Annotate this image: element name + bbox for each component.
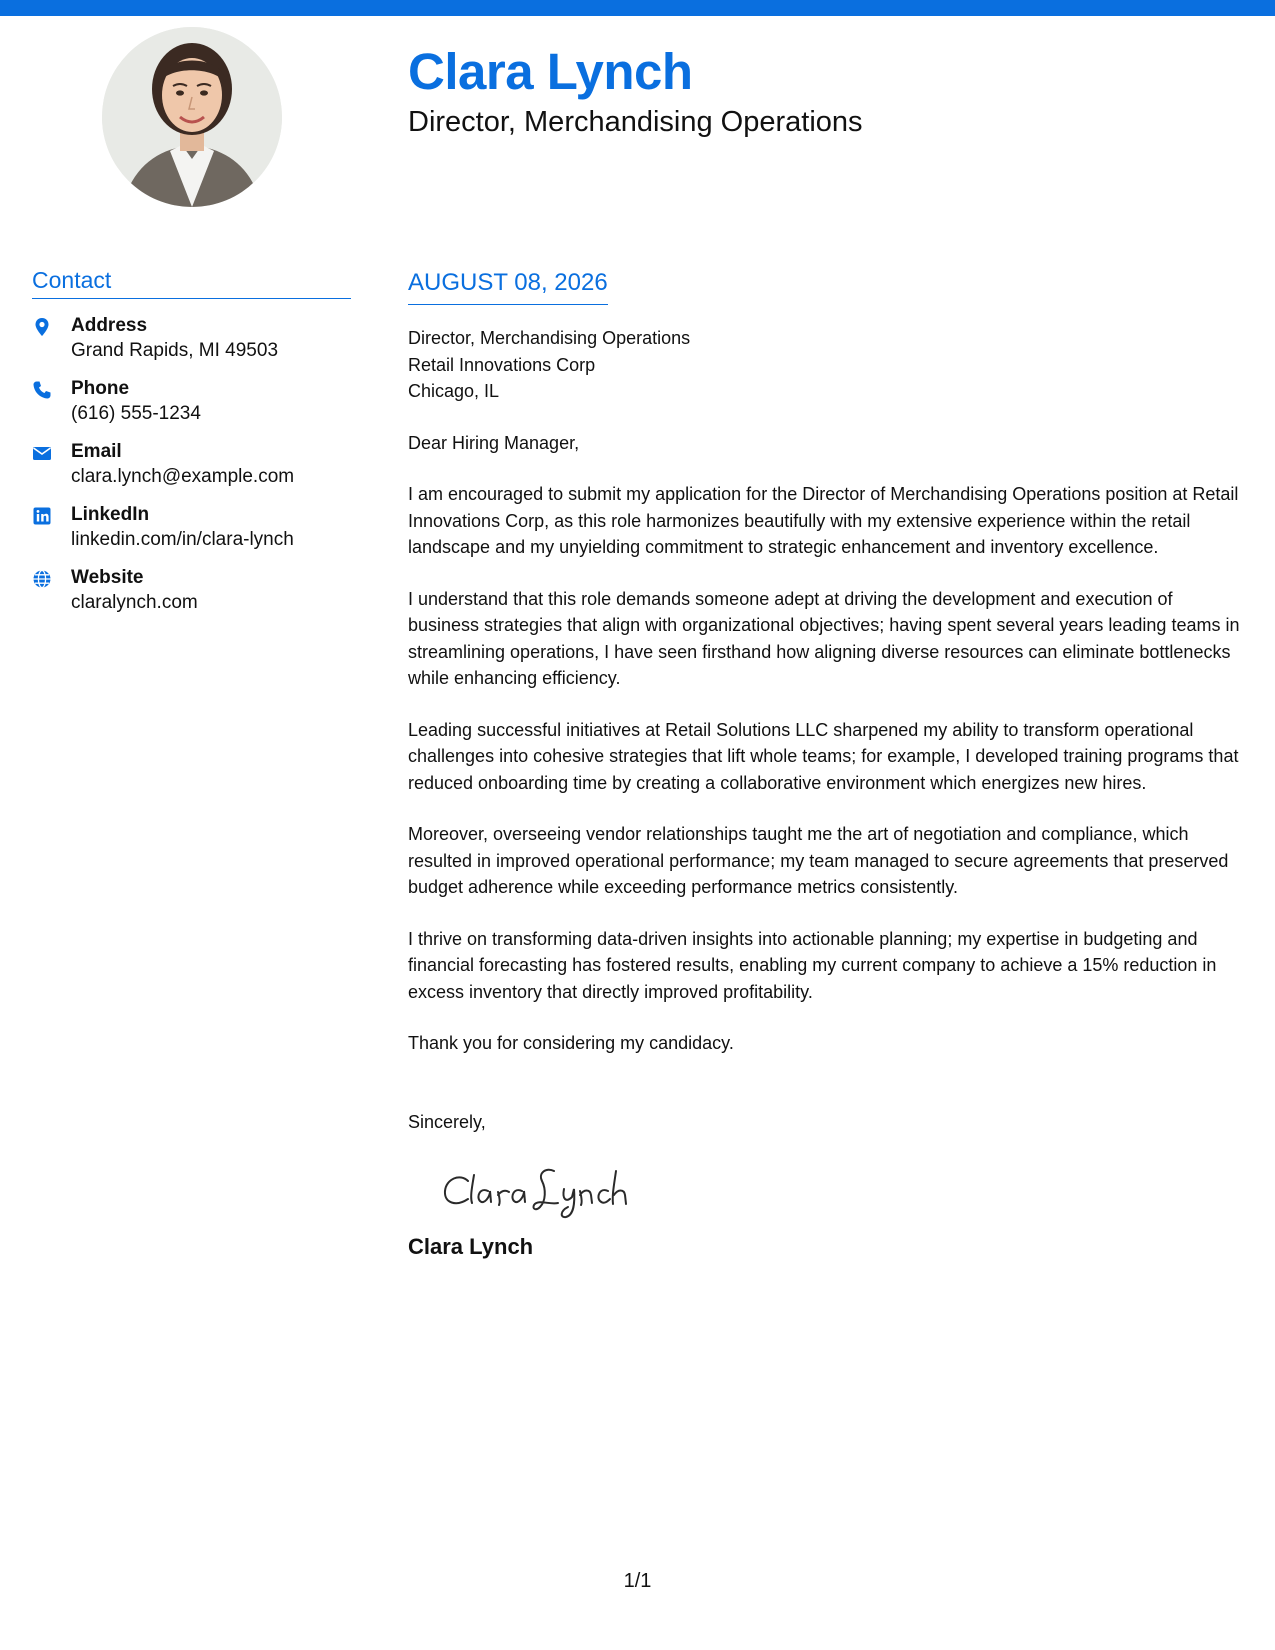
salutation: Dear Hiring Manager,	[408, 432, 580, 453]
recipient-title: Director, Merchandising Operations	[408, 328, 691, 348]
cover-letter-body	[408, 268, 1248, 1261]
candidate-title: Director, Merchandising Operations	[408, 106, 863, 138]
email-value[interactable]: clara.lynch@example.com	[71, 466, 295, 487]
envelope-icon	[32, 443, 54, 465]
profile-photo	[102, 27, 282, 207]
body-paragraph: Moreover, overseeing vendor relationships taught me the art of negotiation and compliance, which resulted in improved operational performance; my team managed to secure agreements that preserved budget adherence while exceeding performance metrics consistently.	[408, 824, 1229, 897]
contact-sidebar	[32, 266, 351, 629]
handwritten-signature	[442, 1161, 1248, 1219]
top-accent-bar	[0, 0, 1275, 16]
map-pin-icon	[32, 317, 54, 339]
contact-item-linkedin	[32, 503, 351, 566]
linkedin-icon	[32, 506, 54, 528]
contact-item-address	[32, 314, 351, 377]
page-number: 1/1	[623, 1570, 652, 1592]
body-paragraph: I am encouraged to submit my application for the Director of Merchandising Operations position at Retail Innovations Corp, as this role harmonizes beautifully with my extensive experience within the retail landscape and my unyielding commitment to strategic enhancement and inventory excellence.	[408, 484, 1239, 557]
contact-label: Phone	[71, 378, 130, 399]
address-value: Grand Rapids, MI 49503	[71, 340, 279, 361]
contact-heading: Contact	[32, 266, 351, 299]
signer-name: Clara Lynch	[408, 1234, 534, 1259]
contact-label: LinkedIn	[71, 504, 150, 525]
body-paragraph: I understand that this role demands someone adept at driving the development and execution of business strategies that align with organizational objectives; having spent several years leading teams in streamlining operations, I have seen firsthand how aligning diverse resources can eliminate bottlenecks while enhancing efficiency.	[408, 588, 1240, 688]
body-paragraph: I thrive on transforming data-driven insights into actionable planning; my expertise in budgeting and financial forecasting has fostered results, enabling my current company to achieve a 15% reduction in excess inventory that directly improved profitability.	[408, 928, 1217, 1002]
website-value[interactable]: claralynch.com	[71, 592, 198, 613]
contact-item-website	[32, 566, 351, 629]
letter-date: AUGUST 08, 2026	[408, 268, 608, 305]
body-paragraph: Leading successful initiatives at Retail Solutions LLC sharpened my ability to transform operational challenges into cohesive strategies that lift whole teams; for example, I developed training programs that reduced onboarding time by creating a collaborative environment which energizes new hires.	[408, 719, 1239, 793]
closing-paragraph: Thank you for considering my candidacy.	[408, 1033, 734, 1053]
recipient-company: Retail Innovations Corp	[408, 354, 596, 375]
candidate-name: Clara Lynch	[408, 43, 693, 100]
contact-item-email	[32, 440, 351, 503]
contact-label: Email	[71, 441, 122, 462]
recipient-block	[408, 325, 1248, 405]
contact-list	[32, 314, 351, 629]
recipient-location: Chicago, IL	[408, 381, 500, 401]
contact-label: Website	[71, 567, 144, 588]
contact-label: Address	[71, 315, 148, 336]
phone-icon	[32, 380, 54, 402]
phone-value[interactable]: (616) 555-1234	[71, 403, 201, 424]
closing: Sincerely,	[408, 1111, 486, 1132]
linkedin-value[interactable]: linkedin.com/in/clara-lynch	[71, 529, 294, 550]
contact-item-phone	[32, 377, 351, 440]
globe-icon	[32, 569, 54, 591]
